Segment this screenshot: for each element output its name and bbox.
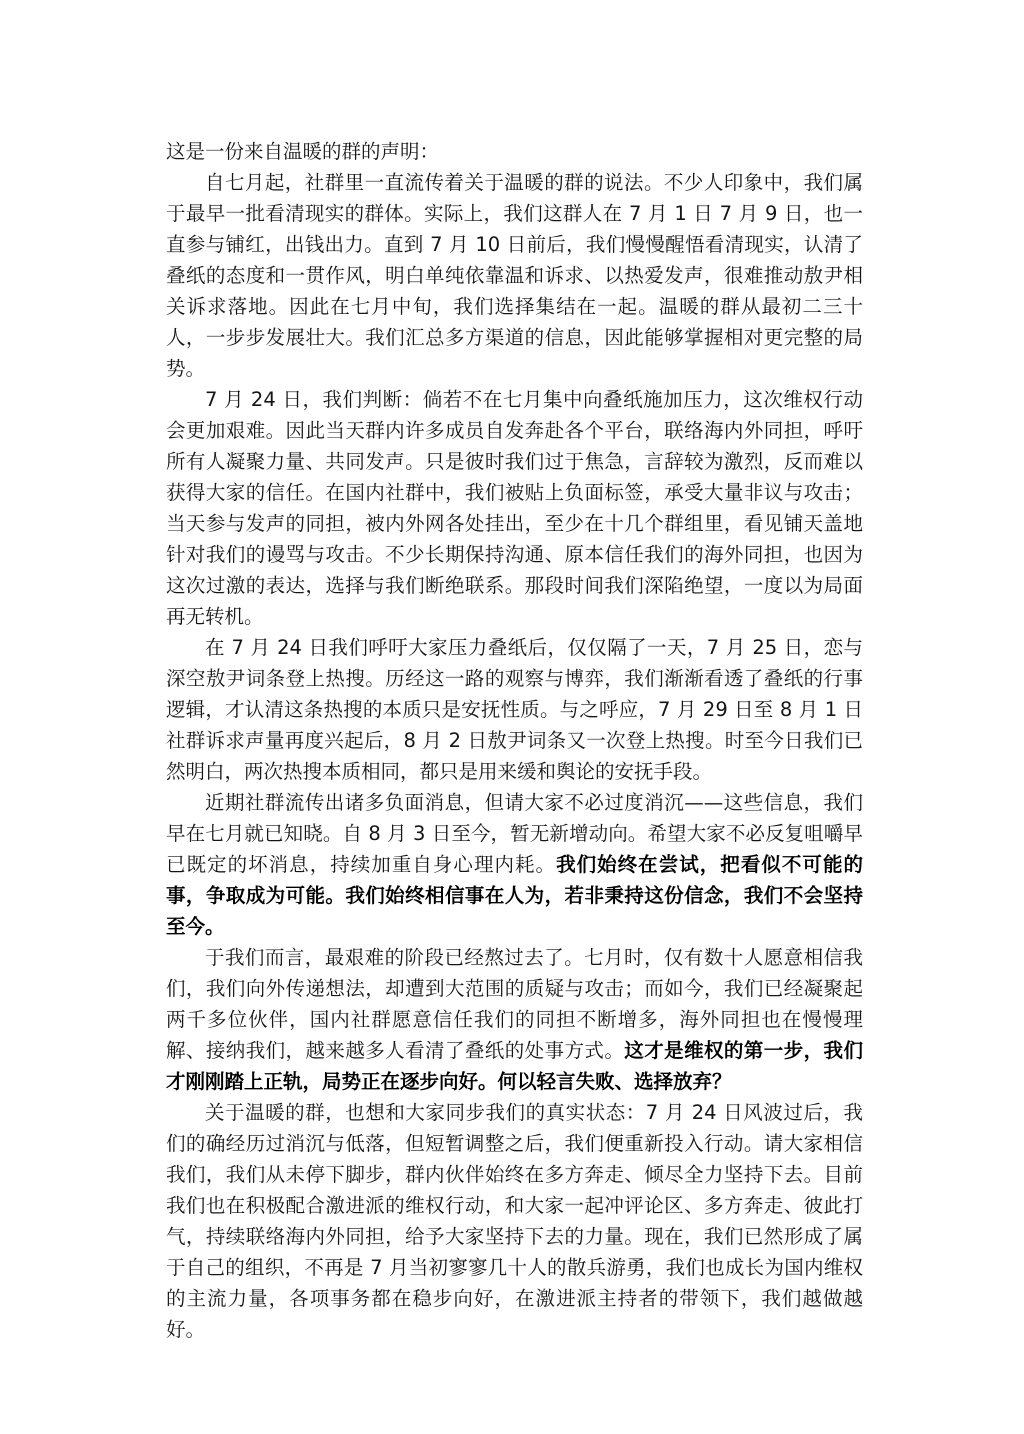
paragraph-3-text: 在 7 月 24 日我们呼吁大家压力叠纸后，仅仅隔了一天，7 月 25 日，恋与深空敖尹词条登上热搜。历经这一路的观察与博弈，我们渐渐看透了叠纸的行事逻辑，才认清这条热搜的本质只是安抚性质。与之呼应，7 月 29 日至 8 月 1 日社群诉求声量再度兴起后，8 月 2 日敖尹词条又一次登上热搜。时至今日我们已然明白，两次热搜本质相同，都只是用来缓和舆论的安抚手段。 [166, 636, 863, 783]
statement-document [166, 136, 863, 1345]
paragraph-5-text: 于我们而言，最艰难的阶段已经熬过去了。七月时，仅有数十人愿意相信我们，我们向外传递想法，却遭到大范围的质疑与攻击；而如今，我们已经凝聚起两千多位伙伴，国内社群愿意信任我们的同担不断增多，海外同担也在慢慢理解、接纳我们，越来越多人看清了叠纸的处事方式。 [166, 946, 863, 1062]
paragraph-6 [166, 1097, 863, 1345]
paragraph-4 [166, 787, 863, 942]
paragraph-5-emphasis: 这才是维权的第一步，我们才刚刚踏上正轨，局势正在逐步向好。何以轻言失败、选择放弃？ [166, 1039, 863, 1093]
paragraph-4-emphasis: 我们始终在尝试，把看似不可能的事，争取成为可能。我们始终相信事在人为，若非秉持这份信念，我们不会坚持至今。 [166, 853, 863, 938]
paragraph-1 [166, 167, 863, 384]
paragraph-4-text: 近期社群流传出诸多负面消息，但请大家不必过度消沉——这些信息，我们早在七月就已知晓。自 8 月 3 日至今，暂无新增动向。希望大家不必反复咀嚼早已既定的坏消息，持续加重自身心理内耗。 [166, 791, 863, 876]
paragraph-1-text: 自七月起，社群里一直流传着关于温暖的群的说法。不少人印象中，我们属于最早一批看清现实的群体。实际上，我们这群人在 7 月 1 日 7 月 9 日，也一直参与铺红，出钱出力。直到 7 月 10 日前后，我们慢慢醒悟看清现实，认清了叠纸的态度和一贯作风，明白单纯依靠温和诉求、以热爱发声，很难推动敖尹相关诉求落地。因此在七月中旬，我们选择集结在一起。温暖的群从最初二三十人，一步步发展壮大。我们汇总多方渠道的信息，因此能够掌握相对更完整的局势。 [166, 171, 863, 380]
paragraph-3 [166, 632, 863, 787]
paragraph-2-text: 7 月 24 日，我们判断：倘若不在七月集中向叠纸施加压力，这次维权行动会更加艰难。因此当天群内许多成员自发奔赴各个平台，联络海内外同担，呼吁所有人凝聚力量、共同发声。只是彼时我们过于焦急，言辞较为激烈，反而难以获得大家的信任。在国内社群中，我们被贴上负面标签，承受大量非议与攻击；当天参与发声的同担，被内外网各处挂出，至少在十几个群组里，看见铺天盖地针对我们的谩骂与攻击。不少长期保持沟通、原本信任我们的海外同担，也因为这次过激的表达，选择与我们断绝联系。那段时间我们深陷绝望，一度以为局面再无转机。 [166, 388, 863, 628]
paragraph-2 [166, 384, 863, 632]
paragraph-6-text: 关于温暖的群，也想和大家同步我们的真实状态：7 月 24 日风波过后，我们的确经历过消沉与低落，但短暂调整之后，我们便重新投入行动。请大家相信我们，我们从未停下脚步，群内伙伴始终在多方奔走、倾尽全力坚持下去。目前我们也在积极配合激进派的维权行动，和大家一起冲评论区、多方奔走、彼此打气，持续联络海内外同担，给予大家坚持下去的力量。现在，我们已然形成了属于自己的组织，不再是 7 月当初寥寥几十人的散兵游勇，我们也成长为国内维权的主流力量，各项事务都在稳步向好，在激进派主持者的带领下，我们越做越好。 [166, 1101, 863, 1341]
paragraph-5 [166, 942, 863, 1097]
statement-intro: 这是一份来自温暖的群的声明： [166, 140, 440, 163]
